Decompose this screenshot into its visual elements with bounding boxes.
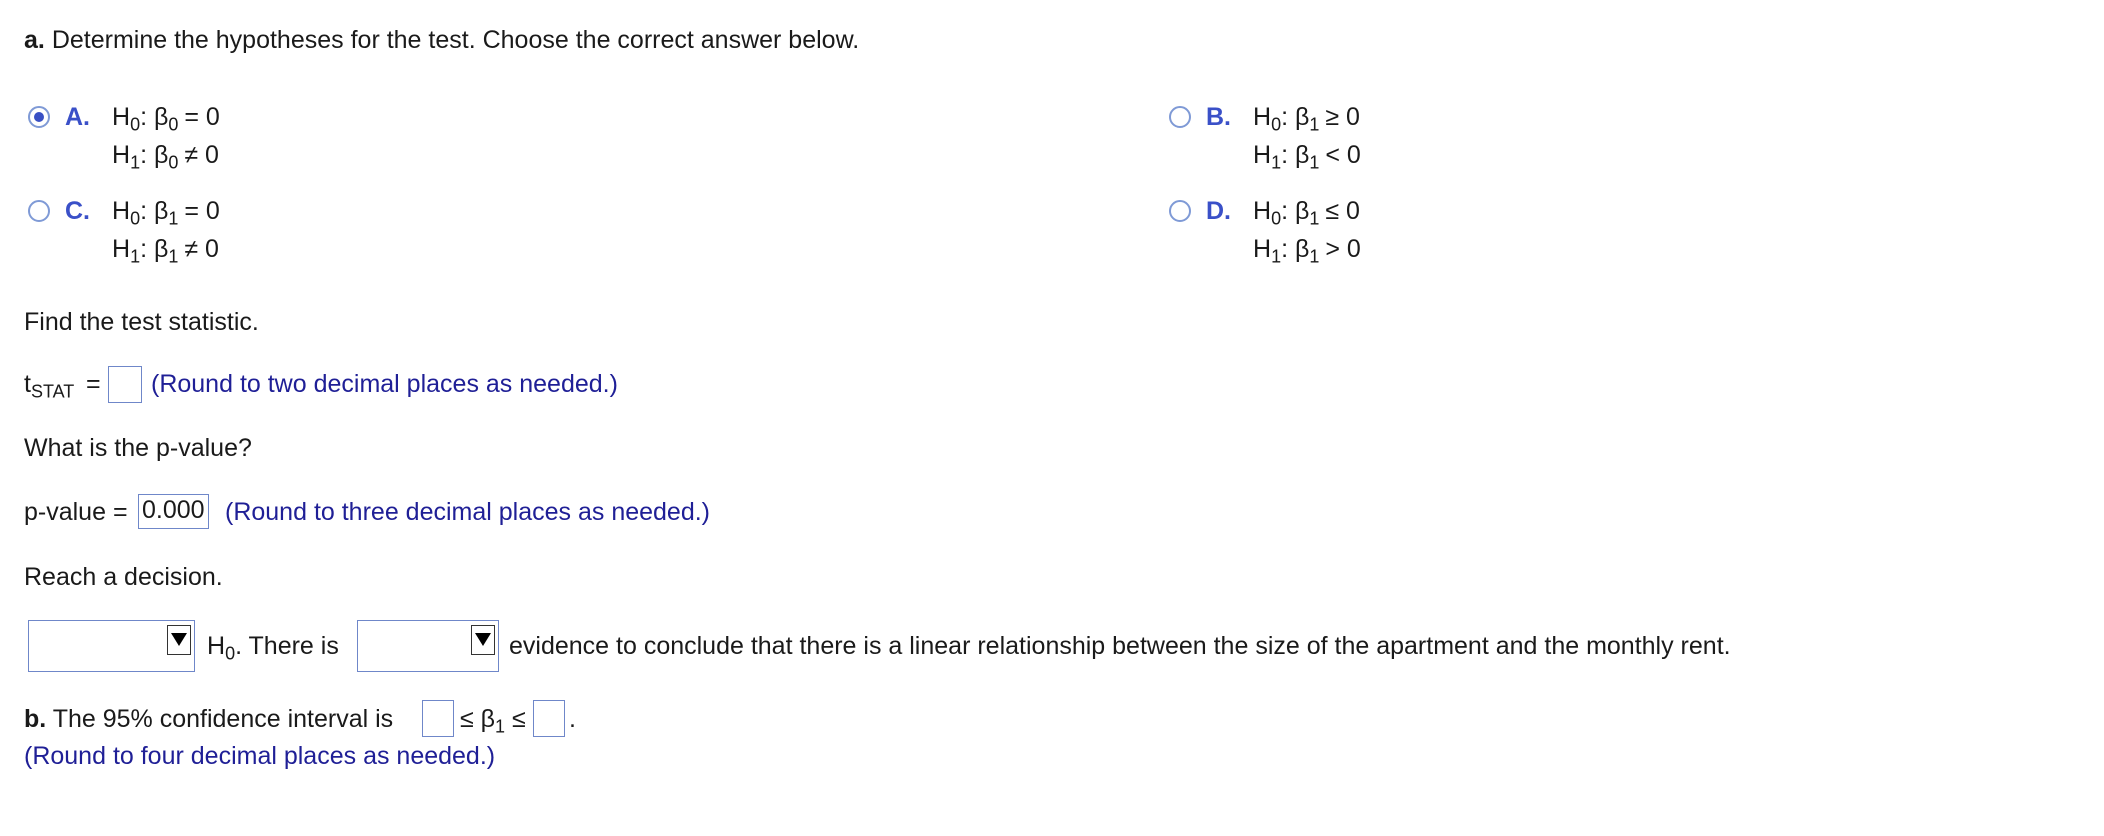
t-stat-input[interactable] (108, 366, 142, 403)
option-a-h0: $H_0$: $\beta_0$ = 0 (112, 103, 220, 135)
part-b-letter: b. (24, 705, 47, 733)
decision-reject-dropdown[interactable] (28, 620, 195, 672)
part-a-letter: a. (24, 26, 45, 54)
chevron-down-icon[interactable] (471, 625, 495, 655)
option-c-radio[interactable] (28, 200, 50, 222)
decision-evidence-dropdown[interactable] (357, 620, 499, 672)
ci-middle: ≤ $\beta_1$ ≤ (460, 705, 526, 737)
part-b-prompt (24, 703, 393, 735)
test-stat-prompt: Find the test statistic. (24, 308, 259, 336)
ci-period: . (569, 705, 576, 733)
ci-lower-input[interactable] (422, 700, 454, 737)
decision-prompt: Reach a decision. (24, 563, 223, 591)
t-stat-equals: = (86, 370, 101, 398)
p-value-label: p-value = (24, 498, 128, 526)
option-d-h1: $H_1$: $\beta_1$ > 0 (1253, 235, 1361, 267)
option-c-h1: $H_1$: $\beta_1$ ≠ 0 (112, 235, 219, 267)
option-a-letter[interactable]: A. (65, 103, 90, 131)
part-a-prompt (24, 24, 859, 56)
option-c-h0: $H_0$: $\beta_1$ = 0 (112, 197, 220, 229)
part-b-hint: (Round to four decimal places as needed.) (24, 742, 496, 770)
option-d-hypotheses[interactable] (1253, 192, 1361, 268)
option-b-letter[interactable]: B. (1206, 103, 1231, 131)
option-a-radio[interactable] (28, 106, 50, 128)
chevron-down-icon[interactable] (167, 625, 191, 655)
t-stat-hint: (Round to two decimal places as needed.) (151, 370, 618, 398)
decision-h0: $H_0$. There is (207, 632, 339, 664)
option-b-h0: $H_0$: $\beta_1$ ≥ 0 (1253, 103, 1360, 135)
option-c-letter[interactable]: C. (65, 197, 90, 225)
option-b-hypotheses[interactable] (1253, 98, 1361, 174)
option-b-h1: $H_1$: $\beta_1$ < 0 (1253, 141, 1361, 173)
part-b-text: The 95% confidence interval is (52, 705, 394, 733)
ci-upper-input[interactable] (533, 700, 565, 737)
option-a-hypotheses[interactable] (112, 98, 220, 174)
option-c-hypotheses[interactable] (112, 192, 220, 268)
p-value-field[interactable]: 0.000 (138, 494, 209, 529)
option-d-h0: $H_0$: $\beta_1$ ≤ 0 (1253, 197, 1360, 229)
p-value-prompt: What is the p-value? (24, 434, 252, 462)
part-a-text: Determine the hypotheses for the test. Choose the correct answer below. (51, 26, 860, 54)
t-stat-label: $t_{STAT}$ (24, 370, 75, 402)
option-a-h1: $H_1$: $\beta_0$ ≠ 0 (112, 141, 219, 173)
option-d-radio[interactable] (1169, 200, 1191, 222)
p-value-hint: (Round to three decimal places as needed.) (225, 498, 711, 526)
option-b-radio[interactable] (1169, 106, 1191, 128)
decision-tail-text: evidence to conclude that there is a linear relationship between the size of the apartment and the monthly rent. (509, 632, 1731, 660)
option-d-letter[interactable]: D. (1206, 197, 1231, 225)
